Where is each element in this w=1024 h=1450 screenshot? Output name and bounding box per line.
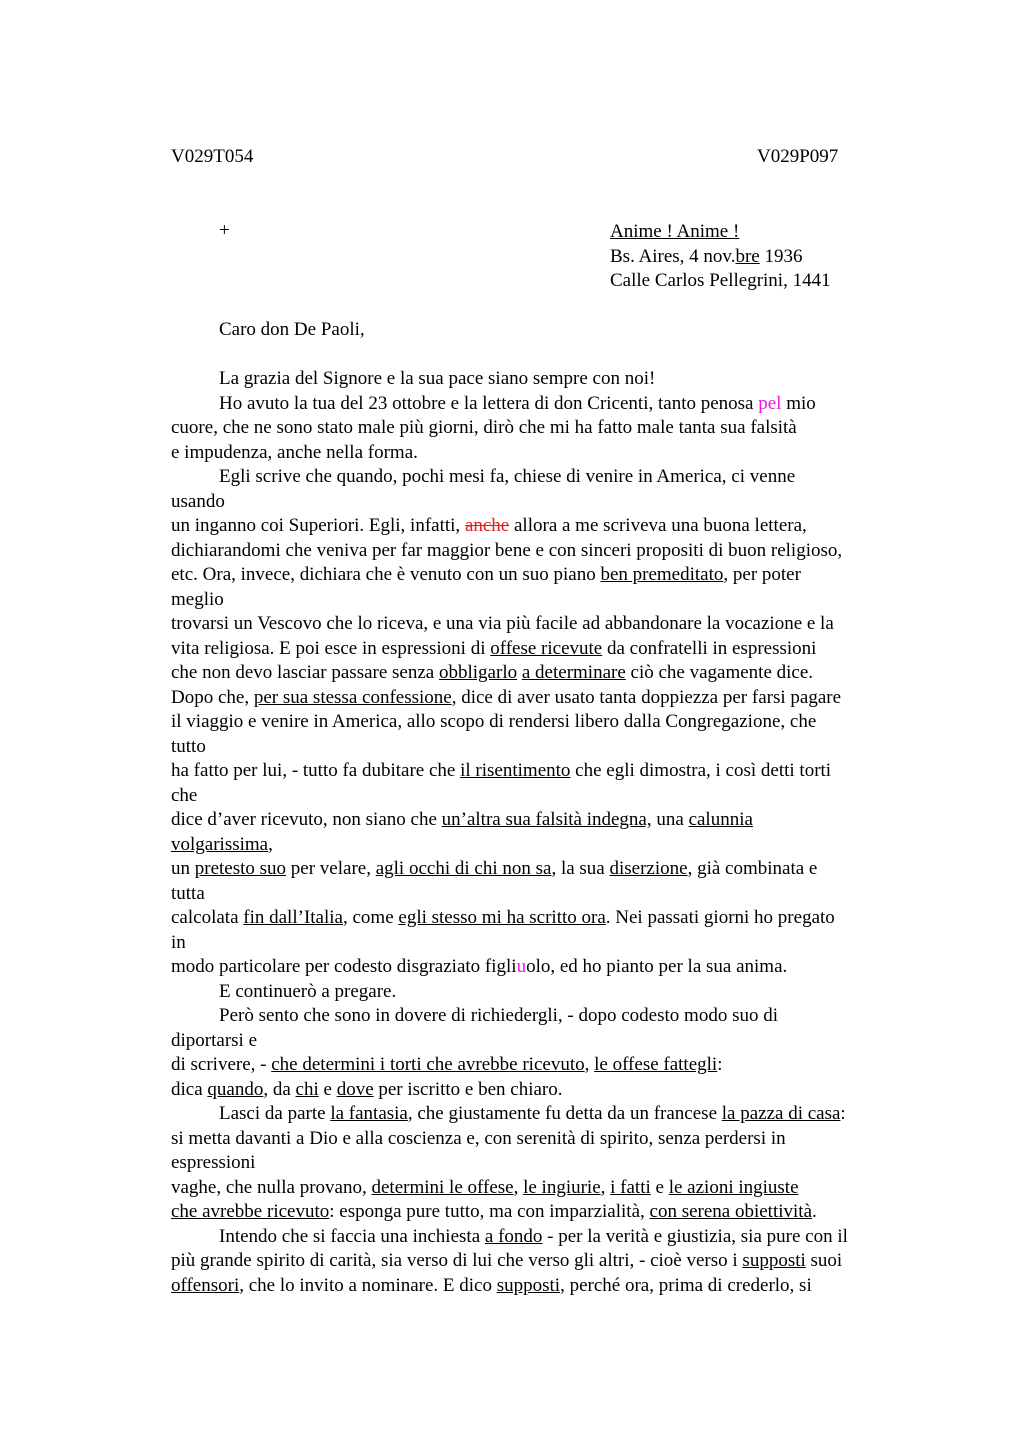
text-run: usando bbox=[171, 490, 225, 512]
text-run: il viaggio e venire in America, allo scopo di rendersi libero dalla Congregazione, che bbox=[171, 711, 817, 732]
highlight-text: u bbox=[516, 956, 527, 977]
text-run: che egli dimostra, i così detti torti bbox=[570, 760, 832, 781]
text-run: Egli scrive che quando, pochi mesi fa, chiese di venire in America, ci venne bbox=[219, 466, 796, 487]
text-run: Ho avuto la tua del 23 ottobre e la lettera di don Cricenti, tanto penosa bbox=[219, 392, 759, 414]
text-run: da confratelli in espressioni bbox=[602, 637, 817, 659]
text-line bbox=[171, 833, 911, 858]
underlined-text: offese ricevute bbox=[490, 637, 603, 659]
underlined-text: che avrebbe ricevuto bbox=[171, 1201, 330, 1222]
underlined-text: le azioni ingiuste bbox=[668, 1176, 799, 1198]
underlined-text: diserzione bbox=[609, 858, 688, 879]
header-left-code: V029T054 bbox=[171, 146, 254, 167]
text-run: cuore, che ne sono stato male più giorni, dirò che mi ha fatto male tanta sua falsità bbox=[171, 417, 797, 438]
text-run: , la sua bbox=[551, 858, 610, 879]
underlined-text: a determinare bbox=[521, 662, 626, 683]
text-run: dice d’aver ricevuto, non siano che bbox=[171, 809, 442, 830]
text-line bbox=[171, 955, 911, 980]
text-run: ha fatto per lui, - tutto fa dubitare che bbox=[171, 760, 461, 781]
text-line bbox=[171, 759, 911, 784]
text-line bbox=[171, 980, 911, 1005]
underlined-text: il risentimento bbox=[460, 760, 571, 781]
text-run: tutta bbox=[171, 882, 205, 904]
text-line bbox=[171, 906, 911, 931]
address-block bbox=[610, 220, 831, 294]
text-line bbox=[171, 612, 911, 637]
blank-line bbox=[171, 343, 911, 368]
highlight-text: pel bbox=[758, 392, 782, 414]
text-line bbox=[171, 465, 911, 490]
underlined-text: le offese fattegli bbox=[594, 1054, 718, 1075]
text-run: , come bbox=[342, 907, 399, 928]
street-line: Calle Carlos Pellegrini, 1441 bbox=[610, 270, 831, 291]
text-run: che bbox=[171, 784, 198, 806]
text-run: diportarsi e bbox=[171, 1029, 258, 1051]
text-line bbox=[171, 735, 911, 760]
text-line bbox=[171, 661, 911, 686]
text-run: mio bbox=[781, 392, 816, 414]
text-line bbox=[171, 1029, 911, 1054]
text-run: di scrivere, - bbox=[171, 1054, 272, 1075]
text-run: , bbox=[584, 1054, 595, 1075]
text-run: . Nei passati giorni ho pregato bbox=[605, 907, 835, 928]
text-line bbox=[171, 808, 911, 833]
text-run: , che lo invito a nominare. E dico bbox=[239, 1274, 497, 1296]
text-run: , dice di aver usato tanta doppiezza per farsi pagare bbox=[451, 686, 842, 708]
text-line bbox=[171, 686, 911, 711]
text-run: suoi bbox=[805, 1250, 843, 1271]
underlined-text: che determini i torti che avrebbe ricevuto bbox=[271, 1054, 585, 1075]
underlined-text: agli occhi di chi non sa bbox=[375, 858, 552, 879]
text-line bbox=[171, 1225, 911, 1250]
text-run: espressioni bbox=[171, 1152, 256, 1173]
underlined-text: offensori bbox=[171, 1274, 240, 1296]
text-run: dica bbox=[171, 1078, 208, 1100]
text-line bbox=[171, 931, 911, 956]
text-run: ciò che vagamente dice. bbox=[625, 662, 814, 683]
text-run: meglio bbox=[171, 588, 224, 610]
underlined-text: determini le offese bbox=[371, 1176, 514, 1198]
text-run: , da bbox=[263, 1078, 296, 1100]
text-line bbox=[171, 710, 911, 735]
text-run: . bbox=[812, 1201, 817, 1222]
text-line bbox=[171, 539, 911, 564]
text-run: , bbox=[600, 1176, 611, 1198]
text-run: La grazia del Signore e la sua pace siano sempre con noi! bbox=[219, 368, 656, 389]
letter-body bbox=[171, 318, 911, 1298]
underlined-text: calunnia bbox=[688, 809, 753, 830]
text-run: Dopo che, bbox=[171, 686, 254, 708]
text-run: , bbox=[513, 1176, 524, 1198]
cross-mark: + bbox=[219, 220, 230, 241]
text-run: , già combinata e bbox=[687, 858, 818, 879]
underlined-text: per sua stessa confessione bbox=[253, 686, 452, 708]
text-line bbox=[171, 857, 911, 882]
underlined-text: egli stesso mi ha scritto ora bbox=[398, 907, 606, 928]
underlined-text: la fantasia bbox=[330, 1103, 408, 1124]
underlined-text: la pazza di casa bbox=[721, 1103, 841, 1124]
motto: Anime ! Anime ! bbox=[610, 221, 740, 242]
text-run: , bbox=[268, 833, 273, 855]
date-part-a: Bs. Aires, 4 nov. bbox=[610, 245, 736, 267]
underlined-text: supposti bbox=[496, 1274, 561, 1296]
text-run: e bbox=[650, 1176, 669, 1198]
text-line bbox=[171, 1053, 911, 1078]
text-line bbox=[171, 1176, 911, 1201]
underlined-text: le ingiurie bbox=[523, 1176, 601, 1198]
text-run: e impudenza, anche nella forma. bbox=[171, 441, 418, 463]
text-run: E continuerò a pregare. bbox=[219, 980, 397, 1002]
text-run: , perché ora, prima di crederlo, si bbox=[560, 1274, 812, 1296]
text-run: etc. Ora, invece, dichiara che è venuto con un suo piano bbox=[171, 564, 601, 585]
text-run: Intendo che si faccia una inchiesta bbox=[219, 1225, 485, 1247]
text-line bbox=[171, 1127, 911, 1152]
text-run: vita religiosa. E poi esce in espressioni di bbox=[171, 637, 491, 659]
text-run: allora a me scriveva una buona lettera, bbox=[509, 515, 807, 536]
text-run: modo particolare per codesto disgraziato figli bbox=[171, 956, 517, 977]
date-part-b: bre bbox=[735, 245, 760, 267]
underlined-text: a fondo bbox=[484, 1225, 543, 1247]
text-line bbox=[171, 490, 911, 515]
text-line bbox=[171, 416, 911, 441]
text-line bbox=[171, 1200, 911, 1225]
text-run: , per poter bbox=[723, 564, 801, 585]
text-run: , che giustamente fu detta da un francese bbox=[407, 1103, 722, 1124]
text-line bbox=[171, 637, 911, 662]
text-line bbox=[171, 1102, 911, 1127]
text-run: una bbox=[651, 809, 689, 830]
text-run: che non devo lasciar passare senza bbox=[171, 662, 439, 683]
text-line bbox=[171, 1274, 911, 1299]
underlined-text: supposti bbox=[742, 1250, 806, 1271]
underlined-text: con serena obiettività bbox=[649, 1201, 813, 1222]
text-line bbox=[171, 563, 911, 588]
text-run: trovarsi un Vescovo che lo riceva, e una via più facile ad abbandonare la vocazione e la bbox=[171, 613, 834, 634]
text-line bbox=[171, 882, 911, 907]
text-line bbox=[171, 392, 911, 417]
text-run: Però sento che sono in dovere di richiedergli, - dopo codesto modo suo di bbox=[219, 1005, 778, 1026]
text-line bbox=[171, 441, 911, 466]
struck-text: anche bbox=[464, 515, 510, 536]
header-right-code: V029P097 bbox=[757, 146, 839, 167]
date-part-c: 1936 bbox=[759, 245, 803, 267]
text-run: in bbox=[171, 931, 186, 953]
text-run: : bbox=[840, 1103, 846, 1124]
body-lines bbox=[171, 367, 911, 1298]
underlined-text: chi bbox=[295, 1078, 319, 1100]
text-run: vaghe, che nulla provano, bbox=[171, 1176, 372, 1198]
text-run: e bbox=[318, 1078, 337, 1100]
text-line bbox=[171, 588, 911, 613]
text-run: olo, ed ho pianto per la sua anima. bbox=[526, 956, 788, 977]
underlined-text: fin dall’Italia bbox=[243, 907, 343, 928]
text-run: : esponga pure tutto, ma con imparzialità, bbox=[329, 1201, 650, 1222]
text-run: per velare, bbox=[286, 858, 376, 879]
text-run: più grande spirito di carità, sia verso di lui che verso gli altri, - cioè verso i bbox=[171, 1250, 743, 1271]
underlined-text: quando bbox=[207, 1078, 264, 1100]
text-line bbox=[171, 1151, 911, 1176]
text-run: dichiarandomi che veniva per far maggior bene e con sinceri propositi di buon religioso, bbox=[171, 539, 843, 561]
text-run: si metta davanti a Dio e alla coscienza e, con serenità di spirito, senza perdersi in bbox=[171, 1127, 786, 1149]
text-run: per iscritto e ben chiaro. bbox=[373, 1078, 563, 1100]
underlined-text: un’altra sua falsità indegna, bbox=[441, 809, 652, 830]
text-line bbox=[171, 514, 911, 539]
text-line bbox=[171, 1078, 911, 1103]
text-run: - per la verità e giustizia, sia pure con il bbox=[542, 1225, 848, 1247]
text-line bbox=[171, 367, 911, 392]
underlined-text: ben premeditato bbox=[600, 564, 724, 585]
text-line bbox=[171, 1249, 911, 1274]
text-run: un inganno coi Superiori. Egli, infatti, bbox=[171, 515, 465, 536]
text-run: : bbox=[717, 1054, 723, 1075]
underlined-text: volgarissima bbox=[171, 833, 269, 855]
underlined-text: pretesto suo bbox=[194, 858, 287, 879]
text-line bbox=[171, 784, 911, 809]
text-run: Lasci da parte bbox=[219, 1103, 331, 1124]
text-run: tutto bbox=[171, 735, 206, 757]
date-line bbox=[610, 245, 831, 270]
underlined-text: obbligarlo bbox=[439, 662, 518, 683]
underlined-text: i fatti bbox=[610, 1176, 651, 1198]
text-line bbox=[171, 1004, 911, 1029]
text-run: un bbox=[171, 858, 195, 879]
text-run: calcolata bbox=[171, 907, 244, 928]
salutation: Caro don De Paoli, bbox=[219, 319, 365, 340]
underlined-text: dove bbox=[336, 1078, 374, 1100]
